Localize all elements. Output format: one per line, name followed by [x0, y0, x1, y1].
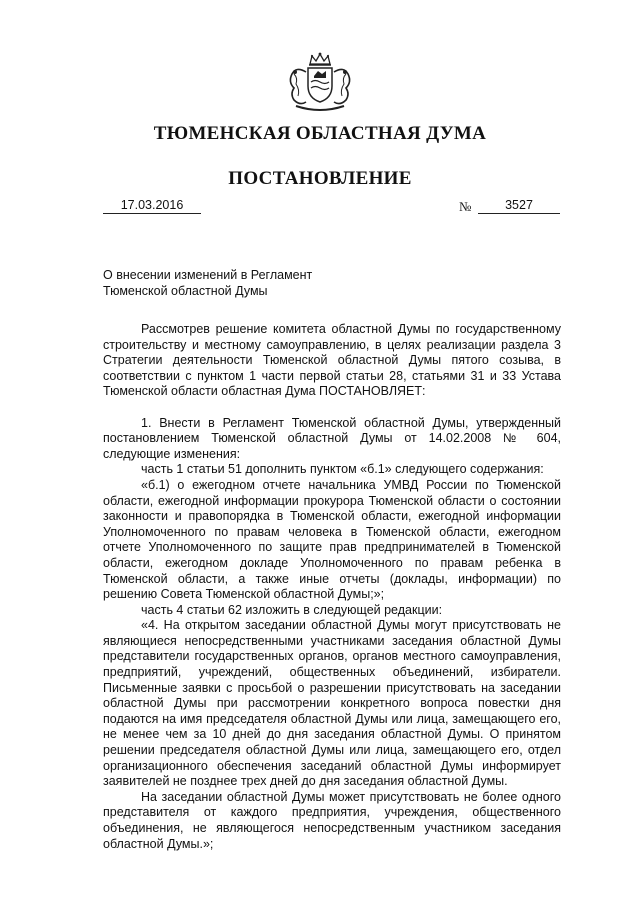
body-paragraph: 1. Внести в Регламент Тюменской областной Думы, утвержденный постановлением Тюменской областной Думы от 14.02.2008 № 604, следующие изменения:	[103, 415, 561, 461]
number-sign: №	[459, 199, 472, 214]
subject-line-2: Тюменской областной Думы	[103, 283, 268, 298]
subject-line-1: О внесении изменений в Регламент	[103, 268, 313, 282]
document-subject	[103, 268, 312, 299]
body-paragraph: На заседании областной Думы может присутствовать не более одного представителя от каждого предприятия, учреждения, общественного объединения, не являющегося непосредственным участником заседания областной Думы.»;	[103, 789, 561, 851]
body-paragraph: часть 1 статьи 51 дополнить пунктом «б.1» следующего содержания:	[141, 462, 544, 477]
preamble-paragraph: Рассмотрев решение комитета областной Думы по государственному строительству и местному самоуправлению, в целях реализации раздела 3 Стратегии деятельности Тюменской областной Думы пятого созыва, в соответствии с пунктом 1 части первой статьи 28, статьями 31 и 33 Устава Тюменской области областная Дума ПОСТАНОВЛЯЕТ:	[103, 322, 561, 399]
document-type-heading: ПОСТАНОВЛЕНИЕ	[228, 168, 412, 189]
document-date: 17.03.2016	[103, 198, 201, 214]
document-number: 3527	[478, 198, 560, 214]
document-body	[103, 322, 561, 852]
body-paragraph: «4. На открытом заседании областной Думы могут присутствовать не являющиеся непосредственными участниками заседания областной Думы представители государственных органов, органов местного самоуправления, предприятий, учреждений, общественных объединений, избиратели. Письменные заявки с просьбой о разрешении присутствовать на заседании областной Думы при рассмотрении конкретного вопроса повестки дня подаются на имя председателя областной Думы или лица, замещающего его, не менее чем за 10 дней до дня заседания областной Думы. О принятом решении председателя областной Думы или лица, замещающего его, отдел организационного обеспечения заседаний областной Думы информирует заявителей не позднее трех дней до дня заседания областной Думы.	[103, 618, 561, 789]
body-paragraph: часть 4 статьи 62 изложить в следующей редакции:	[141, 602, 443, 617]
organization-title: ТЮМЕНСКАЯ ОБЛАСТНАЯ ДУМА	[153, 123, 487, 144]
body-paragraph: «б.1) о ежегодном отчете начальника УМВД России по Тюменской области, ежегодной информации прокурора Тюменской области о состоянии законности и правопорядка в Тюменской области, ежегодной информации Уполномоченного по правам человека в Тюменской области, ежегодном отчете Уполномоченного по защите прав предпринимателей в Тюменской области, ежегодном докладе Уполномоченного по правам ребенка в Тюменской области, а также иные отчеты (доклады, информации) по решению Совета Тюменской областной Думы;»;	[103, 477, 561, 602]
tyumen-coat-of-arms-icon	[282, 52, 358, 114]
